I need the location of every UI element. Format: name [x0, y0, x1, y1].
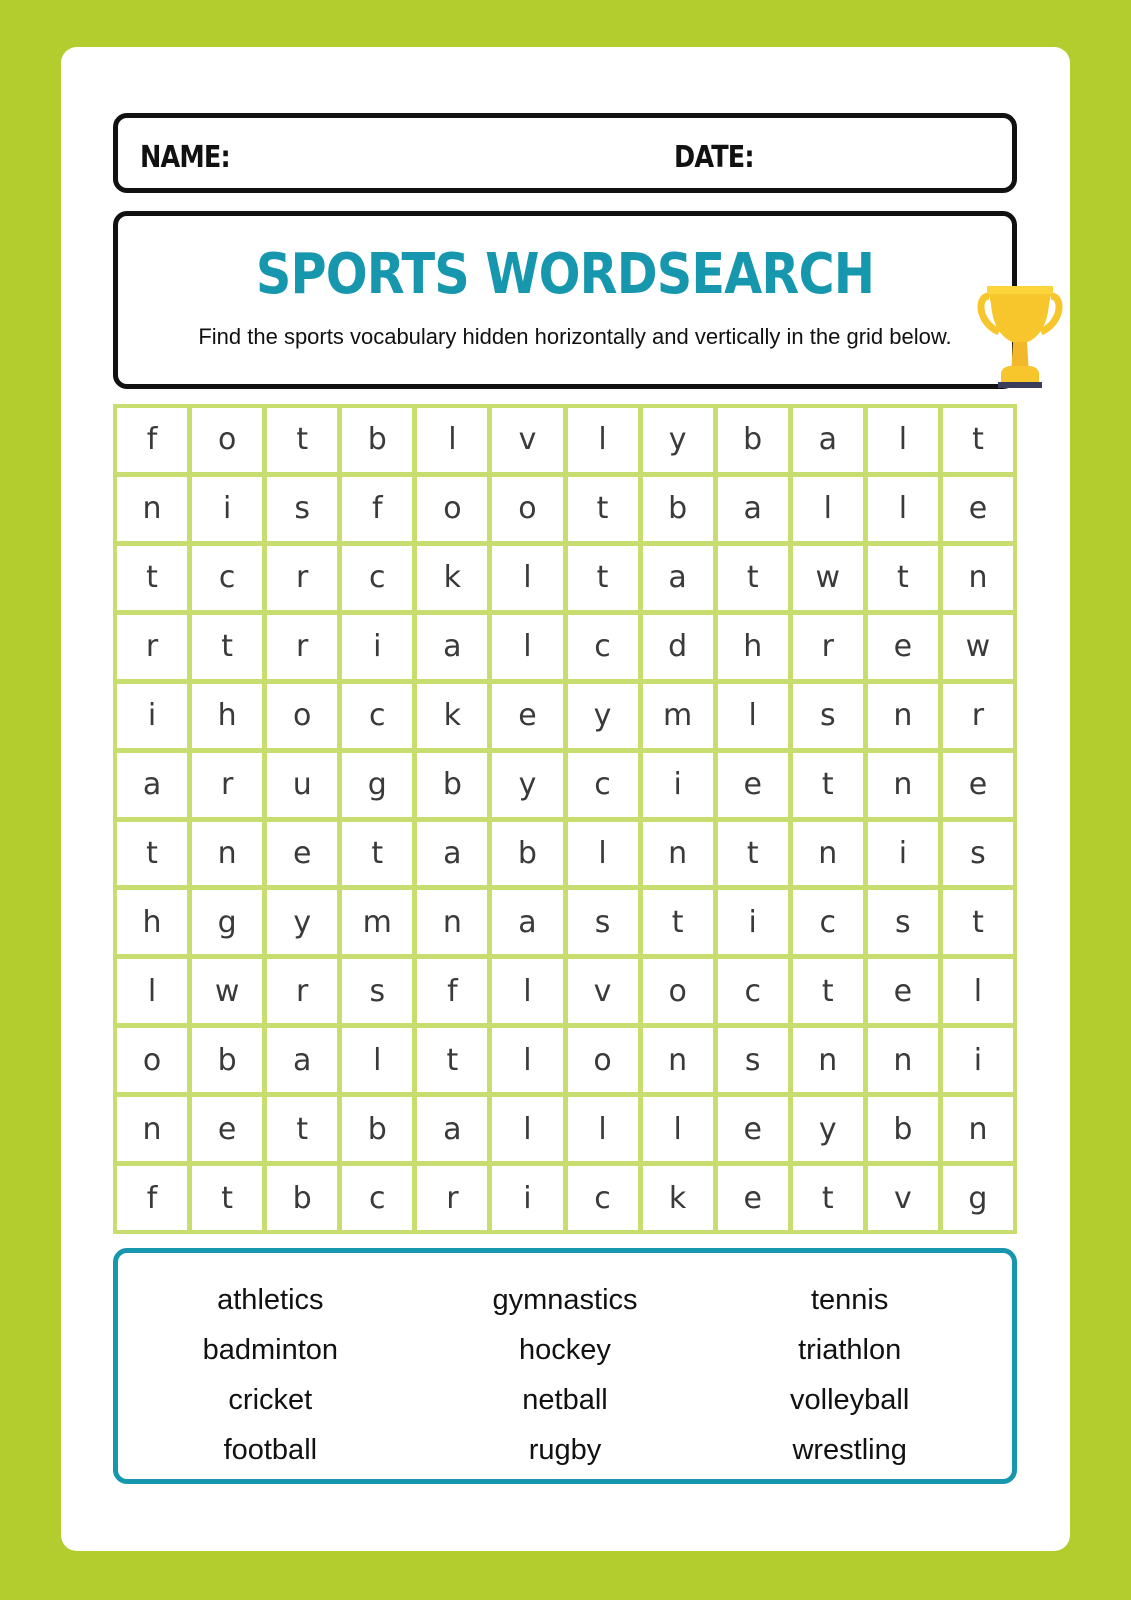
word-list-item: football — [223, 1434, 318, 1466]
grid-cell[interactable]: l — [568, 822, 638, 886]
grid-cell[interactable]: l — [943, 959, 1013, 1023]
word-list-item: volleyball — [790, 1384, 910, 1416]
grid-cell[interactable]: b — [342, 1097, 412, 1161]
grid-cell[interactable]: t — [267, 408, 337, 472]
grid-cell[interactable]: e — [718, 1097, 788, 1161]
grid-cell[interactable]: n — [643, 1028, 713, 1092]
grid-cell[interactable]: t — [342, 822, 412, 886]
grid-cell[interactable]: r — [267, 959, 337, 1023]
grid-cell[interactable]: o — [643, 959, 713, 1023]
grid-cell[interactable]: n — [868, 1028, 938, 1092]
grid-cell[interactable]: d — [643, 615, 713, 679]
grid-cell[interactable]: l — [417, 408, 487, 472]
grid-cell[interactable]: t — [568, 477, 638, 541]
name-label: NAME: — [140, 140, 230, 175]
grid-cell[interactable]: r — [267, 546, 337, 610]
grid-cell[interactable]: n — [192, 822, 262, 886]
grid-cell[interactable]: a — [793, 408, 863, 472]
page-title: SPORTS WORDSEARCH — [255, 242, 875, 307]
grid-cell[interactable]: i — [643, 753, 713, 817]
grid-cell[interactable]: n — [117, 1097, 187, 1161]
grid-cell[interactable]: i — [718, 890, 788, 954]
grid-cell[interactable]: h — [117, 890, 187, 954]
grid-cell[interactable]: f — [117, 1166, 187, 1230]
grid-cell[interactable]: v — [868, 1166, 938, 1230]
trophy-icon — [975, 282, 1065, 398]
grid-cell[interactable]: i — [192, 477, 262, 541]
word-list-item: gymnastics — [492, 1284, 638, 1316]
grid-cell[interactable]: h — [192, 684, 262, 748]
grid-cell[interactable]: v — [568, 959, 638, 1023]
grid-cell[interactable]: k — [643, 1166, 713, 1230]
grid-cell[interactable]: t — [718, 546, 788, 610]
grid-cell[interactable]: e — [718, 753, 788, 817]
grid-cell[interactable]: n — [417, 890, 487, 954]
grid-cell[interactable]: t — [868, 546, 938, 610]
grid-cell[interactable]: f — [117, 408, 187, 472]
word-list-item: badminton — [202, 1334, 339, 1366]
grid-cell[interactable]: c — [793, 890, 863, 954]
grid-cell[interactable]: b — [342, 408, 412, 472]
grid-cell[interactable]: b — [267, 1166, 337, 1230]
grid-cell[interactable]: n — [943, 546, 1013, 610]
grid-cell[interactable]: r — [267, 615, 337, 679]
grid-cell[interactable]: o — [568, 1028, 638, 1092]
grid-cell[interactable]: l — [117, 959, 187, 1023]
grid-cell[interactable]: r — [117, 615, 187, 679]
grid-cell[interactable]: m — [643, 684, 713, 748]
grid-cell[interactable]: r — [793, 615, 863, 679]
grid-cell[interactable]: y — [492, 753, 562, 817]
word-list-column — [707, 1275, 992, 1475]
grid-cell[interactable]: e — [868, 615, 938, 679]
grid-cell[interactable]: f — [342, 477, 412, 541]
grid-cell[interactable]: s — [568, 890, 638, 954]
grid-cell[interactable]: e — [943, 477, 1013, 541]
grid-cell[interactable]: b — [868, 1097, 938, 1161]
grid-cell[interactable]: t — [417, 1028, 487, 1092]
grid-cell[interactable]: w — [943, 615, 1013, 679]
grid-cell[interactable]: o — [417, 477, 487, 541]
grid-cell[interactable]: n — [868, 753, 938, 817]
grid-cell[interactable]: v — [492, 408, 562, 472]
grid-cell[interactable]: s — [793, 684, 863, 748]
grid-cell[interactable]: y — [568, 684, 638, 748]
word-list-item: hockey — [519, 1334, 611, 1366]
grid-cell[interactable]: l — [868, 408, 938, 472]
title-box — [113, 211, 1017, 389]
grid-cell[interactable]: c — [568, 615, 638, 679]
grid-cell[interactable]: e — [192, 1097, 262, 1161]
word-list-item: cricket — [228, 1384, 313, 1416]
grid-cell[interactable]: k — [417, 546, 487, 610]
grid-cell[interactable]: u — [267, 753, 337, 817]
grid-cell[interactable]: c — [342, 684, 412, 748]
grid-cell[interactable]: f — [417, 959, 487, 1023]
grid-cell[interactable]: a — [492, 890, 562, 954]
grid-cell[interactable]: y — [267, 890, 337, 954]
grid-cell[interactable]: l — [492, 546, 562, 610]
grid-cell[interactable]: g — [943, 1166, 1013, 1230]
grid-cell[interactable]: i — [868, 822, 938, 886]
grid-cell[interactable]: l — [492, 959, 562, 1023]
grid-cell[interactable]: n — [643, 822, 713, 886]
grid-cell[interactable]: n — [793, 1028, 863, 1092]
grid-cell[interactable]: r — [192, 753, 262, 817]
grid-cell[interactable]: n — [793, 822, 863, 886]
grid-cell[interactable]: n — [868, 684, 938, 748]
grid-cell[interactable]: o — [492, 477, 562, 541]
grid-cell[interactable]: y — [643, 408, 713, 472]
grid-cell[interactable]: a — [417, 615, 487, 679]
grid-cell[interactable]: k — [417, 684, 487, 748]
instructions: Find the sports vocabulary hidden horizontally and vertically in the grid below. — [198, 324, 952, 349]
grid-cell[interactable]: a — [117, 753, 187, 817]
grid-cell[interactable]: l — [342, 1028, 412, 1092]
grid-cell[interactable]: s — [868, 890, 938, 954]
grid-cell[interactable]: e — [868, 959, 938, 1023]
grid-cell[interactable]: t — [643, 890, 713, 954]
grid-cell[interactable]: c — [718, 959, 788, 1023]
grid-cell[interactable]: b — [417, 753, 487, 817]
grid-cell[interactable]: i — [342, 615, 412, 679]
grid-cell[interactable]: t — [793, 959, 863, 1023]
word-list-item: wrestling — [792, 1434, 907, 1466]
grid-cell[interactable]: t — [718, 822, 788, 886]
word-list-item: netball — [522, 1384, 608, 1416]
grid-cell[interactable]: o — [117, 1028, 187, 1092]
grid-cell[interactable]: a — [718, 477, 788, 541]
grid-cell[interactable]: i — [943, 1028, 1013, 1092]
word-list-item: athletics — [217, 1284, 324, 1316]
word-list-box — [113, 1248, 1017, 1484]
grid-cell[interactable]: l — [568, 408, 638, 472]
word-list-item: triathlon — [798, 1334, 902, 1366]
grid-cell[interactable]: s — [342, 959, 412, 1023]
grid-cell[interactable]: g — [342, 753, 412, 817]
grid-cell[interactable]: t — [943, 890, 1013, 954]
grid-cell[interactable]: e — [943, 753, 1013, 817]
grid-cell[interactable]: e — [492, 684, 562, 748]
grid-cell[interactable]: l — [868, 477, 938, 541]
grid-cell[interactable]: h — [718, 615, 788, 679]
word-list-column — [423, 1275, 708, 1475]
grid-cell[interactable]: t — [117, 822, 187, 886]
grid-cell[interactable]: b — [643, 477, 713, 541]
grid-cell[interactable]: t — [117, 546, 187, 610]
grid-cell[interactable]: b — [718, 408, 788, 472]
name-date-box — [113, 113, 1017, 193]
grid-cell[interactable]: t — [943, 408, 1013, 472]
grid-cell[interactable]: l — [492, 1028, 562, 1092]
grid-cell[interactable]: c — [192, 546, 262, 610]
grid-cell[interactable]: i — [492, 1166, 562, 1230]
grid-cell[interactable]: a — [417, 822, 487, 886]
grid-cell[interactable]: c — [568, 1166, 638, 1230]
grid-cell[interactable]: t — [793, 1166, 863, 1230]
grid-cell[interactable]: m — [342, 890, 412, 954]
grid-cell[interactable]: l — [568, 1097, 638, 1161]
grid-cell[interactable]: t — [568, 546, 638, 610]
grid-cell[interactable]: t — [267, 1097, 337, 1161]
word-list-item: tennis — [810, 1284, 889, 1316]
grid-cell[interactable]: e — [718, 1166, 788, 1230]
grid-cell[interactable]: l — [492, 1097, 562, 1161]
grid-cell[interactable]: l — [793, 477, 863, 541]
grid-cell[interactable]: s — [943, 822, 1013, 886]
grid-cell[interactable]: r — [417, 1166, 487, 1230]
grid-cell[interactable]: y — [793, 1097, 863, 1161]
grid-cell[interactable]: t — [192, 615, 262, 679]
grid-cell[interactable]: o — [192, 408, 262, 472]
grid-cell[interactable]: n — [117, 477, 187, 541]
grid-cell[interactable]: a — [417, 1097, 487, 1161]
grid-cell[interactable]: g — [192, 890, 262, 954]
grid-cell[interactable]: i — [117, 684, 187, 748]
date-label: DATE: — [674, 140, 754, 175]
grid-cell[interactable]: t — [793, 753, 863, 817]
grid-cell[interactable]: w — [192, 959, 262, 1023]
grid-cell[interactable]: l — [718, 684, 788, 748]
grid-cell[interactable]: r — [943, 684, 1013, 748]
grid-cell[interactable]: a — [267, 1028, 337, 1092]
grid-cell[interactable]: b — [492, 822, 562, 886]
grid-cell[interactable]: l — [492, 615, 562, 679]
grid-cell[interactable]: c — [342, 546, 412, 610]
grid-cell[interactable]: s — [718, 1028, 788, 1092]
word-list-item: rugby — [528, 1434, 602, 1466]
grid-cell[interactable]: e — [267, 822, 337, 886]
grid-cell[interactable]: b — [192, 1028, 262, 1092]
grid-cell[interactable]: c — [342, 1166, 412, 1230]
grid-cell[interactable]: a — [643, 546, 713, 610]
grid-cell[interactable]: t — [192, 1166, 262, 1230]
grid-cell[interactable]: c — [568, 753, 638, 817]
word-list-column — [138, 1275, 403, 1475]
wordsearch-grid — [113, 404, 1017, 1234]
grid-cell[interactable]: o — [267, 684, 337, 748]
grid-cell[interactable]: n — [943, 1097, 1013, 1161]
grid-cell[interactable]: l — [643, 1097, 713, 1161]
grid-cell[interactable]: s — [267, 477, 337, 541]
grid-cell[interactable]: w — [793, 546, 863, 610]
